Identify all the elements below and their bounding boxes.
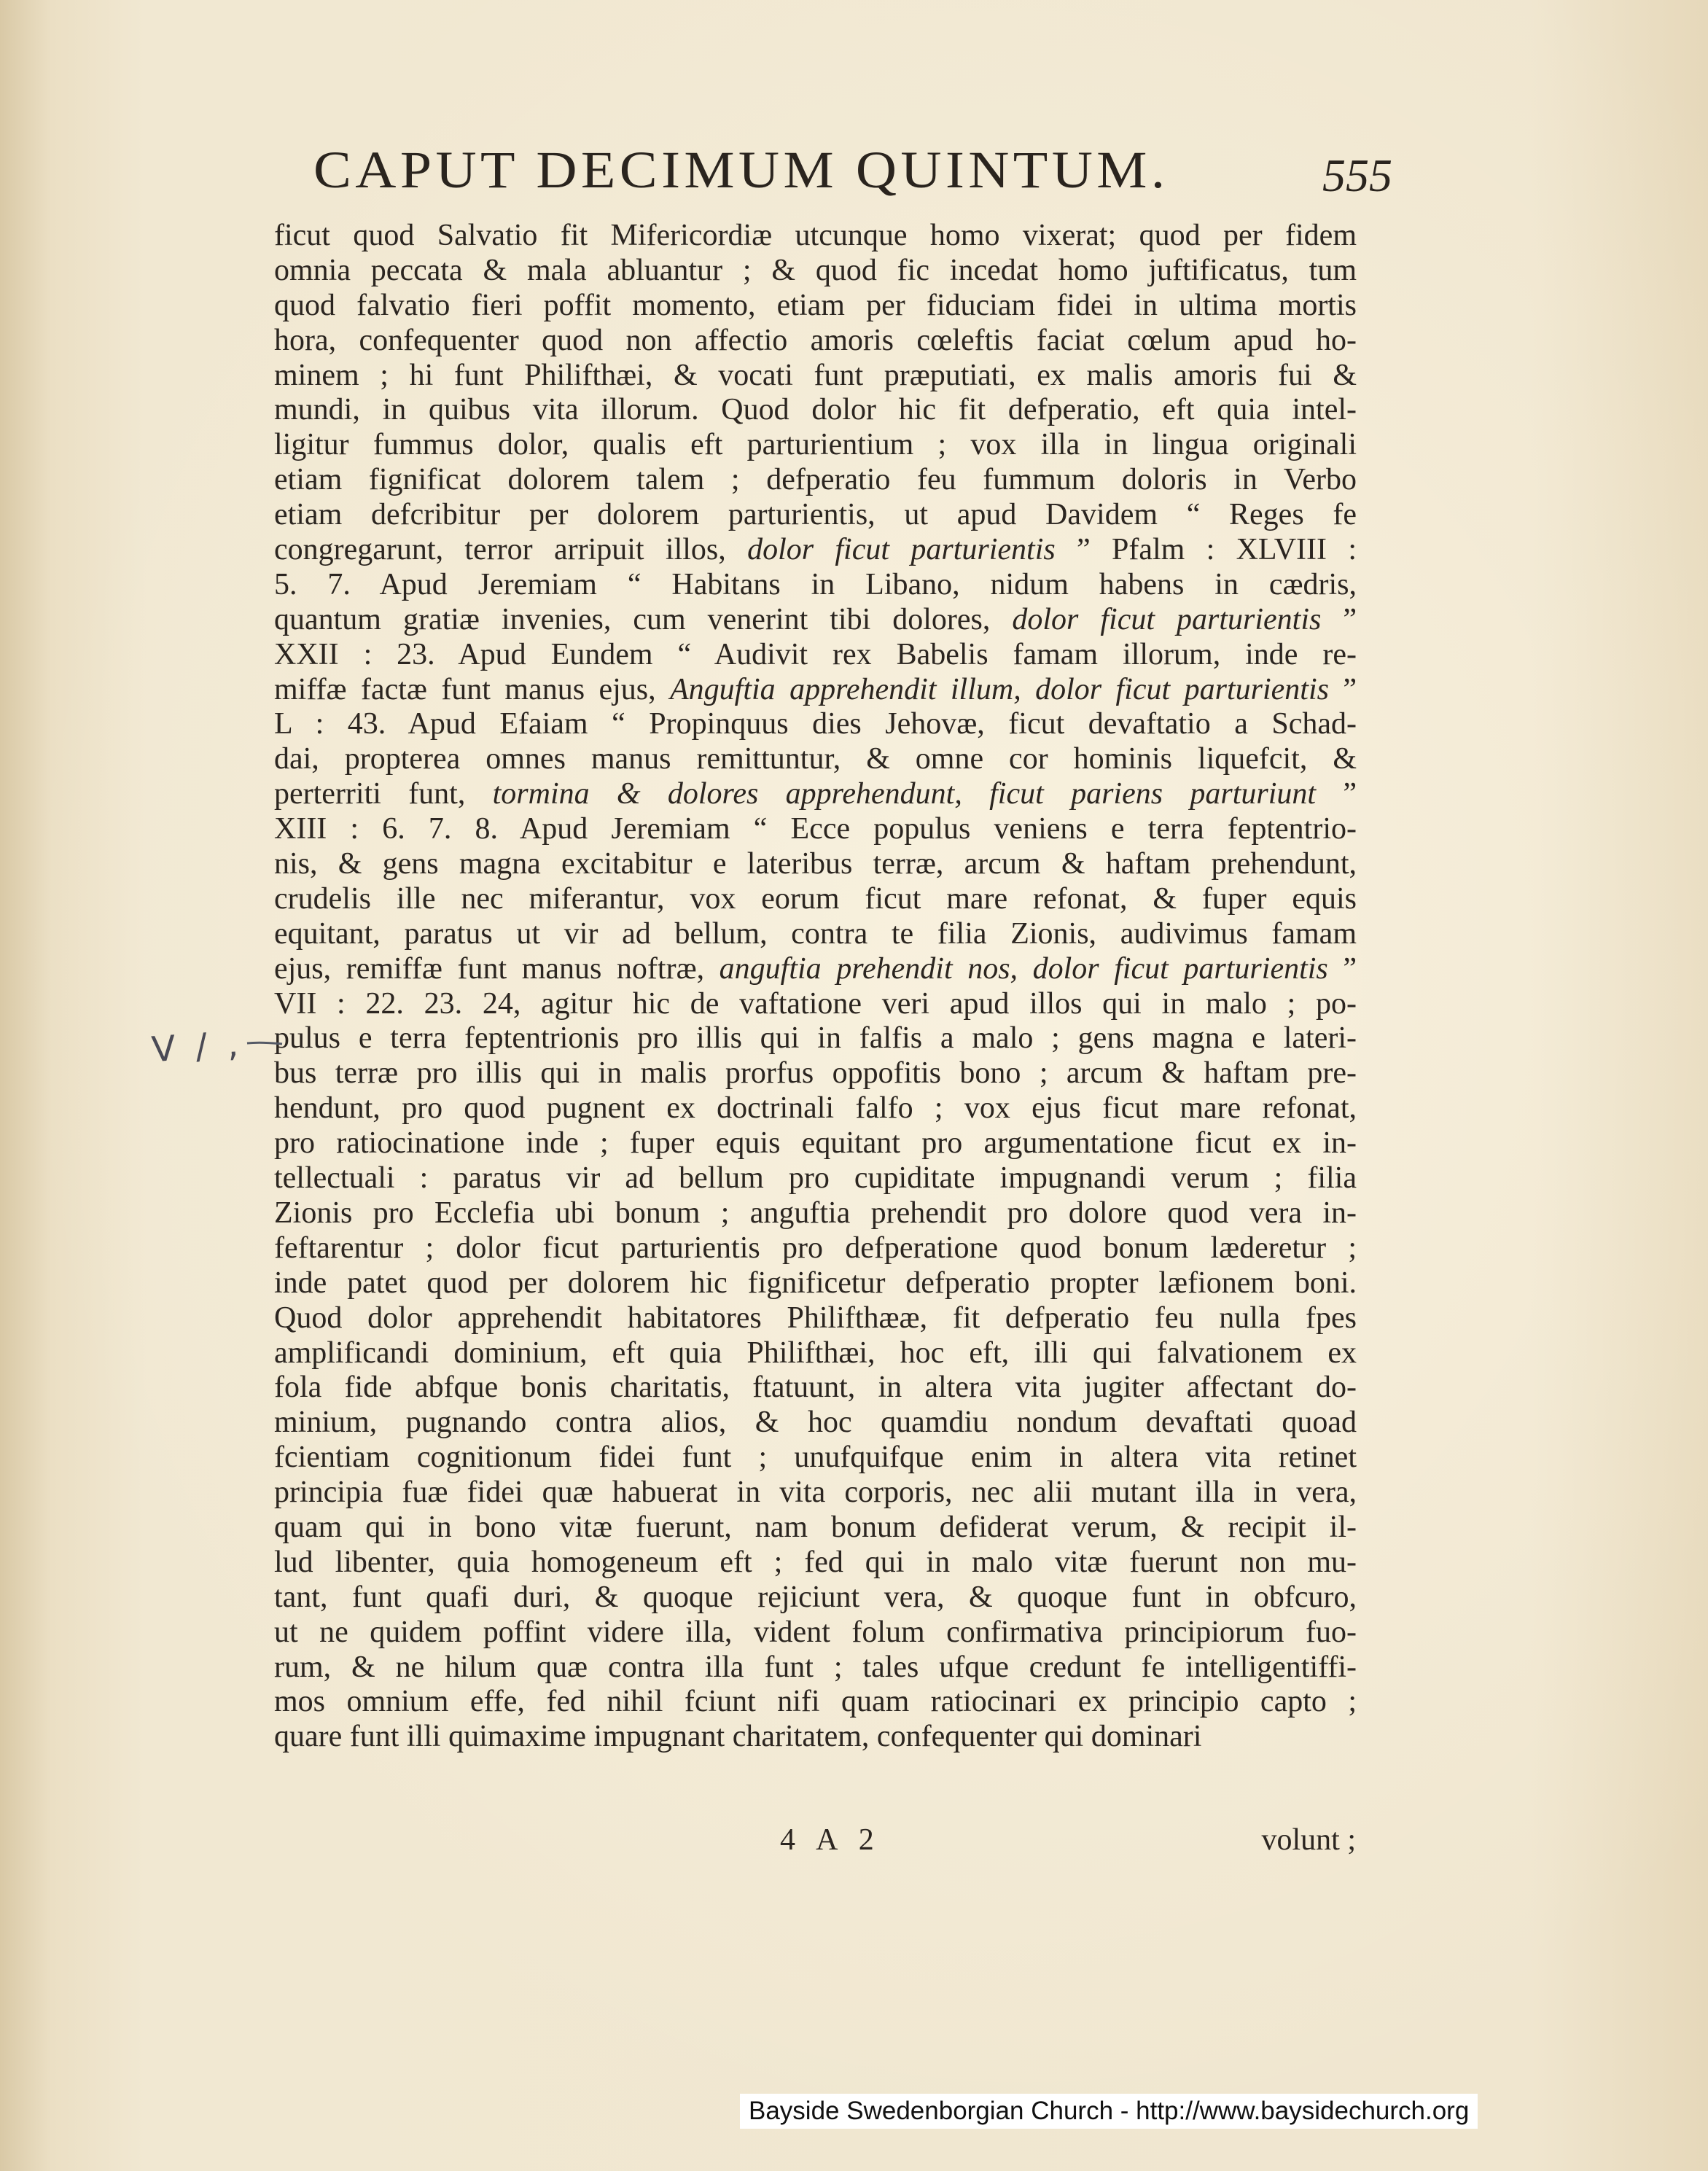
text-segment: ut ne quidem poffint videre illa, vident folum confirmativa principiorum fuo- — [274, 1615, 1357, 1649]
text-segment: mundi, in quibus vita illorum. Quod dolor hic fit defperatio, eft quia intel- — [274, 393, 1357, 427]
text-segment: fcientiam cognitionum fidei funt ; unufquifque enim in altera vita retinet — [274, 1441, 1357, 1475]
text-line — [274, 289, 1357, 324]
text-line — [274, 254, 1357, 289]
text-segment: VII : 22. 23. 24, agitur hic de vaftatione veri apud illos qui in malo ; po- — [274, 986, 1357, 1021]
running-head — [313, 140, 1407, 206]
text-segment: lud libenter, quia homogeneum eft ; fed qui in malo vitæ fuerunt non mu- — [274, 1545, 1357, 1579]
text-segment: principia fuæ fidei quæ habuerat in vita corporis, nec alii mutant illa in vera, — [274, 1476, 1357, 1510]
text-segment: minem ; hi funt Philifthæi, & vocati funt præputiati, ex malis amoris fui & — [274, 358, 1357, 392]
text-segment: bus terræ pro illis qui in malis prorfus oppofitis bono ; arcum & haftam pre- — [274, 1056, 1357, 1091]
text-segment: 5. 7. Apud Jeremiam “ Habitans in Libano, nidum habens in cædris, — [274, 567, 1357, 601]
text-line — [274, 603, 1357, 638]
text-segment: inde patet quod per dolorem hic fignificetur defperatio propter læfionem boni. — [274, 1266, 1357, 1300]
text-segment: mos omnium effe, fed nihil fciunt nifi quam ratiocinari ex principio capto ; — [274, 1685, 1357, 1719]
page-number: 555 — [1322, 149, 1392, 201]
text-segment: dai, propterea omnes manus remittuntur, & omne cor hominis liquefcit, & — [274, 742, 1357, 776]
text-line — [274, 568, 1357, 603]
text-line — [274, 1091, 1357, 1126]
text-line — [274, 219, 1357, 254]
running-head-title: CAPUT DECIMUM QUINTUM. — [313, 141, 1169, 199]
text-segment: hora, confequenter quod non affectio amoris cœleftis faciat cœlum apud ho- — [274, 323, 1357, 357]
text-segment: pulus e terra feptentrionis pro illis qui in falfis a malo ; gens magna e lateri- — [274, 1021, 1357, 1056]
italic-quotation: anguftia prehendit nos, dolor ficut parturientis — [719, 951, 1328, 986]
text-segment: ” Pfalm : XLVIII : — [1055, 533, 1357, 567]
body-text — [274, 219, 1357, 1755]
margin-note: V / , — [150, 1023, 244, 1071]
text-line — [274, 812, 1357, 847]
text-segment: ” — [1327, 951, 1357, 986]
margin-pencil-stroke — [246, 1041, 283, 1045]
text-segment: tant, funt quafi duri, & quoque rejiciunt vera, & quoque funt in obfcuro, — [274, 1580, 1357, 1614]
italic-quotation: Anguftia apprehendit illum, dolor ficut parturientis — [670, 672, 1329, 706]
text-segment: quod falvatio fieri poffit momento, etiam per fiduciam fidei in ultima mortis — [274, 288, 1357, 322]
text-line — [274, 1056, 1357, 1091]
text-segment: amplificandi dominium, eft quia Philifthæi, hoc eft, illi qui falvationem ex — [274, 1336, 1357, 1370]
text-line — [274, 1301, 1357, 1336]
text-segment: miffæ factæ funt manus ejus, — [274, 672, 671, 706]
text-segment: quantum gratiæ invenies, cum venerint tibi dolores, — [274, 602, 1013, 636]
text-line — [274, 1231, 1357, 1266]
catchword: volunt ; — [1261, 1823, 1356, 1857]
text-line — [274, 952, 1357, 987]
text-line — [274, 324, 1357, 359]
text-segment: ” — [1316, 777, 1357, 811]
text-segment: etiam fignificat dolorem talem ; defperatio feu fummum doloris in Verbo — [274, 463, 1357, 497]
text-segment: quam qui in bono vitæ fuerunt, nam bonum defiderat verum, & recipit il- — [274, 1510, 1357, 1544]
text-segment: ligitur fummus dolor, qualis eft parturientium ; vox illa in lingua originali — [274, 428, 1357, 462]
text-segment: ejus, remiffæ funt manus noftræ, — [274, 951, 720, 986]
text-line — [274, 359, 1357, 394]
text-line — [274, 1720, 1357, 1755]
text-line — [274, 1161, 1357, 1196]
text-line — [274, 1196, 1357, 1231]
text-segment: nis, & gens magna excitabitur e lateribus terræ, arcum & haftam prehendunt, — [274, 847, 1357, 881]
text-segment: crudelis ille nec miferantur, vox eorum ficut mare refonat, & fuper equis — [274, 881, 1357, 916]
text-line — [274, 1615, 1357, 1650]
text-line — [274, 673, 1357, 708]
text-segment: quare funt illi quimaxime impugnant charitatem, confequenter qui dominari — [274, 1720, 1202, 1754]
text-line — [274, 498, 1357, 533]
text-segment: ” — [1328, 672, 1357, 706]
text-segment: XXII : 23. Apud Eundem “ Audivit rex Babelis famam illorum, inde re- — [274, 637, 1357, 671]
text-line — [274, 777, 1357, 812]
text-segment: ficut quod Salvatio fit Mifericordiæ utcunque homo vixerat; quod per fidem — [274, 219, 1357, 252]
text-line — [274, 1476, 1357, 1511]
italic-quotation: dolor ficut parturientis — [1012, 602, 1322, 636]
text-line — [274, 742, 1357, 777]
text-line — [274, 917, 1357, 952]
text-segment: equitant, paratus ut vir ad bellum, contra te filia Zionis, audivimus famam — [274, 916, 1357, 951]
text-segment: pro ratiocinatione inde ; fuper equis equitant pro argumentatione ficut ex in- — [274, 1126, 1357, 1161]
text-segment: fola fide abfque bonis charitatis, ftatuunt, in altera vita jugiter affectant do- — [274, 1371, 1357, 1405]
text-segment: Quod dolor apprehendit habitatores Philifthææ, fit defperatio feu nulla fpes — [274, 1301, 1357, 1335]
signature-mark: 4 A 2 — [780, 1823, 881, 1857]
text-line — [274, 393, 1357, 428]
text-segment: minium, pugnando contra alios, & hoc quamdiu nondum devaftati quoad — [274, 1406, 1357, 1440]
text-line — [274, 1126, 1357, 1161]
text-line — [274, 463, 1357, 498]
italic-quotation: tormina & dolores apprehendunt, ficut pariens parturiunt — [492, 777, 1317, 811]
text-line — [274, 1406, 1357, 1441]
text-segment: tellectuali : paratus vir ad bellum pro cupiditate impugnandi verum ; filia — [274, 1161, 1357, 1196]
text-line — [274, 1266, 1357, 1301]
text-segment: rum, & ne hilum quæ contra illa funt ; tales ufque credunt fe intelligentiffi- — [274, 1650, 1357, 1684]
watermark: Bayside Swedenborgian Church - http://www.baysidechurch.org — [740, 2094, 1478, 2129]
text-line — [274, 1441, 1357, 1476]
text-line — [274, 882, 1357, 917]
text-segment: XIII : 6. 7. 8. Apud Jeremiam “ Ecce populus veniens e terra feptentrio- — [274, 812, 1357, 846]
text-segment: congregarunt, terror arripuit illos, — [274, 533, 748, 567]
text-line — [274, 1021, 1357, 1056]
text-line — [274, 1580, 1357, 1615]
italic-quotation: dolor ficut parturientis — [747, 533, 1056, 567]
text-segment: omnia peccata & mala abluantur ; & quod fic incedat homo juftificatus, tum — [274, 253, 1357, 287]
text-segment: perterriti funt, — [274, 777, 493, 811]
text-line — [274, 707, 1357, 742]
text-segment: feftarentur ; dolor ficut parturientis pro defperatione quod bonum læderetur ; — [274, 1231, 1357, 1265]
text-line — [274, 1371, 1357, 1406]
text-segment: hendunt, pro quod pugnent ex doctrinali falfo ; vox ejus ficut mare refonat, — [274, 1091, 1357, 1126]
text-segment: Zionis pro Ecclefia ubi bonum ; anguftia prehendit pro dolore quod vera in- — [274, 1196, 1357, 1230]
text-line — [274, 638, 1357, 673]
text-line — [274, 1650, 1357, 1685]
text-line — [274, 1546, 1357, 1580]
text-segment: L : 43. Apud Efaiam “ Propinquus dies Jehovæ, ficut devaftatio a Schad- — [274, 707, 1357, 741]
text-line — [274, 987, 1357, 1022]
page-footer — [729, 1823, 1356, 1860]
text-line — [274, 533, 1357, 568]
text-segment: etiam defcribitur per dolorem parturientis, ut apud Davidem “ Reges fe — [274, 498, 1357, 532]
text-line — [274, 1685, 1357, 1720]
text-line — [274, 1511, 1357, 1546]
text-segment: ” — [1321, 602, 1357, 636]
text-line — [274, 1336, 1357, 1371]
text-line — [274, 428, 1357, 463]
text-line — [274, 847, 1357, 882]
